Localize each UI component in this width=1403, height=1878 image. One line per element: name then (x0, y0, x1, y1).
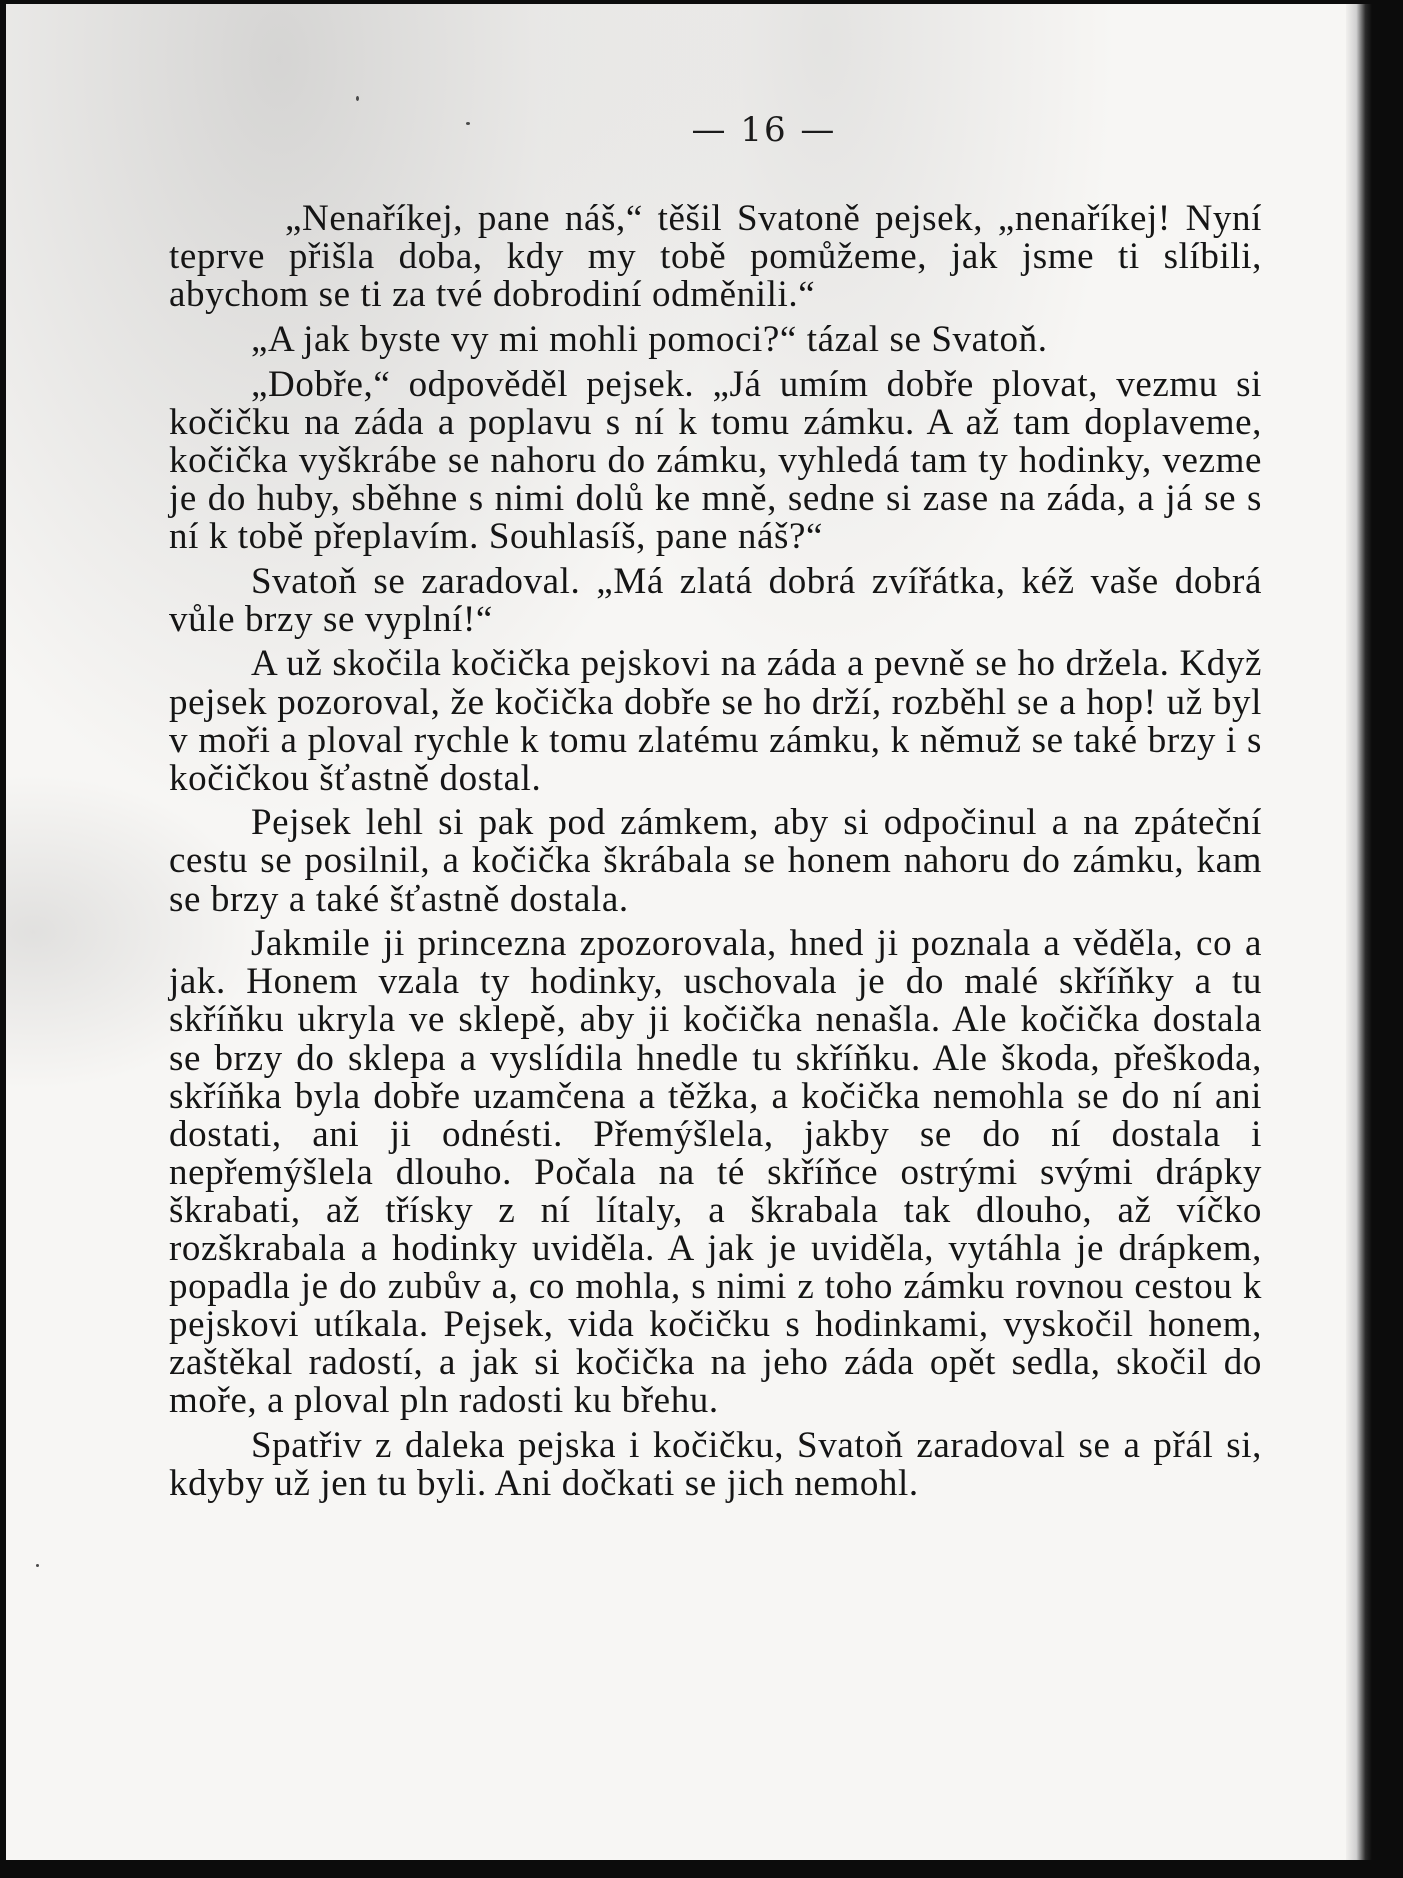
book-page (6, 4, 1372, 1860)
paragraph: Spatřiv z daleka pejska i kočičku, Svatoň zaradoval se a přál si, kdyby už jen tu byli. Ani dočkati se jich nemohl. (169, 1425, 1262, 1505)
print-speck (36, 1564, 39, 1567)
paragraph: Svatoň se zaradoval. „Má zlatá dobrá zvířátka, kéž vaše dobrá vůle brzy se vyplní!“ (169, 560, 1262, 640)
paragraph: „A jak byste vy mi mohli pomoci?“ tázal se Svatoň. (251, 318, 1048, 360)
page-number: — 16 — (691, 110, 837, 150)
paragraph: A už skočila kočička pejskovi na záda a pevně se ho držela. Když pejsek pozoroval, že kočička dobře se ho drží, rozběhl se a hop! už byl v moři a ploval rychle k tomu zlatému zámku, k němuž se také brzy i s kočičkou šťastně dostal. (169, 643, 1262, 799)
body-text (169, 200, 1262, 1503)
page-edge-shadow (1346, 4, 1372, 1860)
paragraph: Pejsek lehl si pak pod zámkem, aby si odpočinul a na zpáteční cestu se posilnil, a kočička škrábala se honem nahoru do zámku, kam se brzy a také šťastně dostala. (169, 802, 1262, 920)
paragraph: „Nenaříkej, pane náš,“ těšil Svatoně pejsek, „nenaříkej! Nyní teprve přišla doba, kdy my tobě pomůžeme, jak jsme ti slíbili, abychom se ti za tvé dobrodiní odměnili.“ (169, 198, 1262, 316)
print-speck (356, 96, 359, 101)
paragraph: „Dobře,“ odpověděl pejsek. „Já umím dobře plovat, vezmu si kočičku na záda a poplavu s ní k tomu zámku. A až tam doplaveme, kočička vyškrábe se nahoru do zámku, vyhledá tam ty hodinky, vezme je do huby, sběhne s nimi dolů ke mně, sedne si zase na záda, a já se s ní k tobě přeplavím. Souhlasíš, pane náš?“ (169, 363, 1262, 557)
paragraph: Jakmile ji princezna zpozorovala, hned ji poznala a věděla, co a jak. Honem vzala ty hodinky, uschovala je do malé skříňky a tu skříňku ukryla ve sklepě, aby ji kočička nenašla. Ale kočička dostala se brzy do sklepa a vyslídila hnedle tu skříňku. Ale škoda, přeškoda, skříňka byla dobře uzamčena a těžka, a kočička nemohla se do ní ani dostati, ani ji odnésti. Přemýšlela, jakby se do ní dostala i nepřemýšlela dlouho. Počala na té skříňce ostrými svými drápky škrabati, až třísky z ní lítaly, a škrabala tak dlouho, až víčko rozškrabala a hodinky uviděla. A jak je uviděla, vytáhla je drápkem, popadla je do zubův a, co mohla, s nimi z toho zámku rovnou cestou k pejskovi utíkala. Pejsek, vida kočičku s hodinkami, vyskočil honem, zaštěkal radostí, a jak si kočička na jeho záda opět sedla, skočil do moře, a ploval pln radosti ku břehu. (169, 923, 1262, 1422)
